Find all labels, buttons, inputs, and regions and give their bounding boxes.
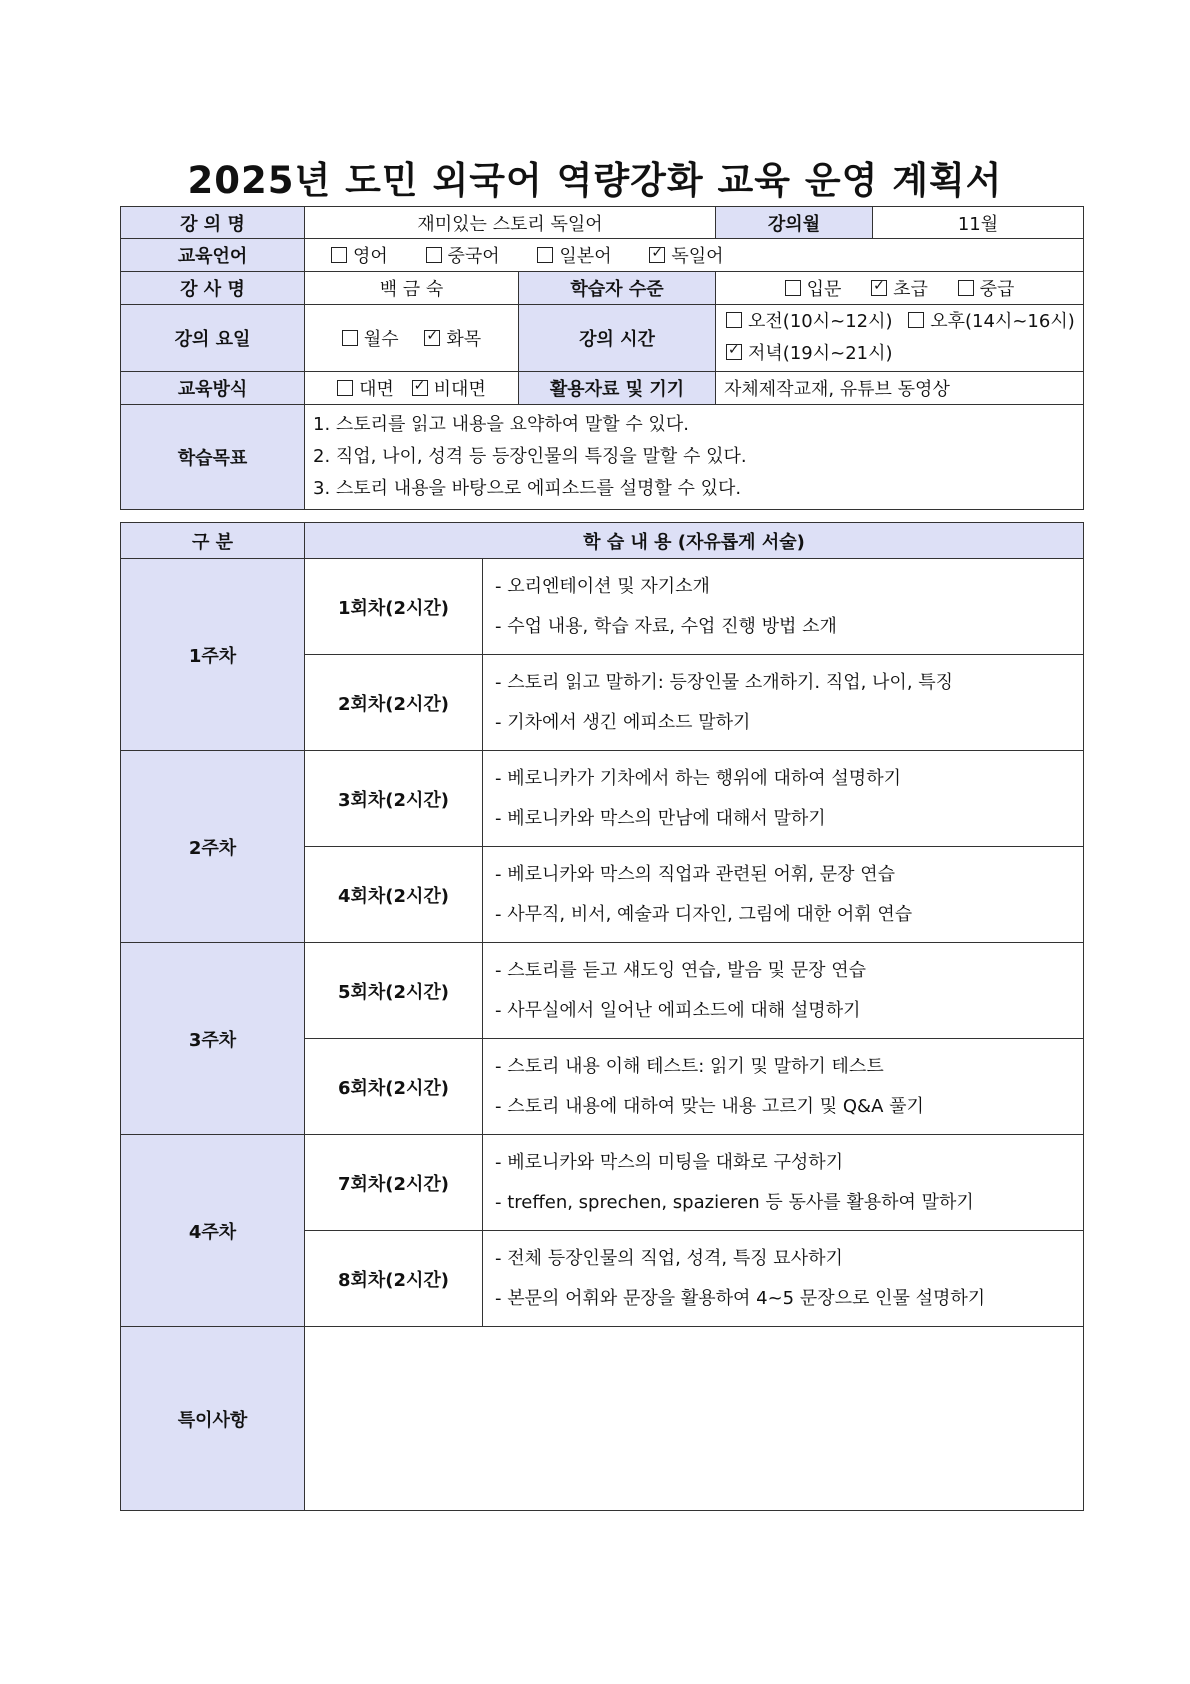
session-content xyxy=(483,1039,1084,1135)
table-row xyxy=(121,751,1084,847)
instructor: 백 금 숙 xyxy=(305,272,519,305)
method-option[interactable]: 대면 xyxy=(337,375,394,401)
checkbox-checked-icon xyxy=(726,344,742,360)
list-item: - 베로니카와 막스의 직업과 관련된 어휘, 문장 연습 xyxy=(495,863,896,885)
notes-label: 특이사항 xyxy=(121,1327,305,1511)
page-title: 2025년 도민 외국어 역량강화 교육 운영 계획서 xyxy=(187,159,1003,202)
session-content xyxy=(483,1135,1084,1231)
checkbox-icon xyxy=(331,247,347,263)
week-label: 3주차 xyxy=(121,943,305,1135)
checkbox-icon xyxy=(537,247,553,263)
language-option[interactable]: ✓ 독일어 xyxy=(649,242,723,268)
week-label: 1주차 xyxy=(121,559,305,751)
checkbox-checked-icon xyxy=(871,280,887,296)
session-content xyxy=(483,655,1084,751)
session-label: 8회차(2시간) xyxy=(305,1231,483,1327)
instructor-label: 강 사 명 xyxy=(121,272,305,305)
table-row xyxy=(121,1135,1084,1231)
list-item: - 스토리 내용에 대하여 맞는 내용 고르기 및 Q&A 풀기 xyxy=(495,1095,924,1117)
session-content xyxy=(483,751,1084,847)
list-item: - 수업 내용, 학습 자료, 수업 진행 방법 소개 xyxy=(495,615,837,637)
level-label: 학습자 수준 xyxy=(519,272,716,305)
checkbox-icon xyxy=(785,280,801,296)
time-option[interactable]: 오전(10시~12시) xyxy=(726,306,893,338)
materials: 자체제작교재, 유튜브 동영상 xyxy=(716,372,1084,405)
checkbox-icon xyxy=(726,312,742,328)
session-label: 4회차(2시간) xyxy=(305,847,483,943)
language-option[interactable]: 중국어 xyxy=(426,242,500,268)
days-options xyxy=(305,305,519,372)
time-options xyxy=(716,305,1084,372)
method-label: 교육방식 xyxy=(121,372,305,405)
session-label: 3회차(2시간) xyxy=(305,751,483,847)
list-item: - 기차에서 생긴 에피소드 말하기 xyxy=(495,711,751,733)
language-option[interactable]: 일본어 xyxy=(537,242,611,268)
list-item: - 베로니카가 기차에서 하는 행위에 대하여 설명하기 xyxy=(495,767,901,789)
goal-item: 3. 스토리 내용을 바탕으로 에피소드를 설명할 수 있다. xyxy=(313,478,742,499)
method-options xyxy=(305,372,519,405)
level-options xyxy=(716,272,1084,305)
course-name: 재미있는 스토리 독일어 xyxy=(305,207,716,239)
course-name-label: 강 의 명 xyxy=(121,207,305,239)
list-item: - 스토리 읽고 말하기: 등장인물 소개하기. 직업, 나이, 특징 xyxy=(495,671,954,693)
time-option[interactable]: ✓저녁(19시~21시) xyxy=(726,338,893,370)
goals xyxy=(305,405,1084,510)
language-label: 교육언어 xyxy=(121,239,305,272)
list-item: - 사무실에서 일어난 에피소드에 대해 설명하기 xyxy=(495,999,861,1021)
checkbox-icon xyxy=(426,247,442,263)
list-item: - 전체 등장인물의 직업, 성격, 특징 묘사하기 xyxy=(495,1247,843,1269)
checkbox-checked-icon xyxy=(412,380,428,396)
checkbox-checked-icon xyxy=(649,247,665,263)
session-label: 6회차(2시간) xyxy=(305,1039,483,1135)
list-item: - 사무직, 비서, 예술과 디자인, 그림에 대한 어휘 연습 xyxy=(495,903,913,925)
checkbox-icon xyxy=(908,312,924,328)
time-label: 강의 시간 xyxy=(519,305,716,372)
list-item: - 베로니카와 막스의 미팅을 대화로 구성하기 xyxy=(495,1151,844,1173)
table-row xyxy=(121,1327,1084,1511)
schedule-table xyxy=(120,522,1084,1511)
session-label: 7회차(2시간) xyxy=(305,1135,483,1231)
list-item: - 본문의 어휘와 문장을 활용하여 4~5 문장으로 인물 설명하기 xyxy=(495,1287,986,1309)
checkbox-icon xyxy=(958,280,974,296)
method-option[interactable]: ✓ 비대면 xyxy=(412,375,486,401)
level-option[interactable]: 입문 xyxy=(785,275,842,301)
notes-content xyxy=(305,1327,1084,1511)
list-item: - treffen, sprechen, spazieren 등 동사를 활용하여 말하기 xyxy=(495,1191,974,1213)
week-label: 4주차 xyxy=(121,1135,305,1327)
list-item: - 스토리 내용 이해 테스트: 읽기 및 말하기 테스트 xyxy=(495,1055,884,1077)
list-item: - 스토리를 듣고 섀도잉 연습, 발음 및 문장 연습 xyxy=(495,959,866,981)
session-content xyxy=(483,559,1084,655)
language-options xyxy=(305,239,1084,272)
checkbox-icon xyxy=(337,380,353,396)
language-option[interactable]: 영어 xyxy=(331,242,388,268)
month-label: 강의월 xyxy=(716,207,873,239)
checkbox-icon xyxy=(342,330,358,346)
session-label: 2회차(2시간) xyxy=(305,655,483,751)
session-content xyxy=(483,847,1084,943)
level-option[interactable]: 중급 xyxy=(958,275,1015,301)
days-label: 강의 요일 xyxy=(121,305,305,372)
course-info-table xyxy=(120,206,1084,510)
day-option[interactable]: 월수 xyxy=(342,325,399,351)
day-option[interactable]: ✓ 화목 xyxy=(424,325,481,351)
table-row xyxy=(121,943,1084,1039)
list-item: - 오리엔테이션 및 자기소개 xyxy=(495,575,710,597)
session-label: 5회차(2시간) xyxy=(305,943,483,1039)
content-header: 학 습 내 용 (자유롭게 서술) xyxy=(305,523,1084,559)
time-option[interactable]: 오후(14시~16시) xyxy=(908,306,1075,338)
list-item: - 베로니카와 막스의 만남에 대해서 말하기 xyxy=(495,807,826,829)
goal-item: 2. 직업, 나이, 성격 등 등장인물의 특징을 말할 수 있다. xyxy=(313,446,747,467)
week-label: 2주차 xyxy=(121,751,305,943)
session-label: 1회차(2시간) xyxy=(305,559,483,655)
session-content xyxy=(483,1231,1084,1327)
checkbox-checked-icon xyxy=(424,330,440,346)
month: 11월 xyxy=(873,207,1084,239)
goals-label: 학습목표 xyxy=(121,405,305,510)
session-content xyxy=(483,943,1084,1039)
level-option[interactable]: ✓ 초급 xyxy=(871,275,928,301)
table-row xyxy=(121,559,1084,655)
materials-label: 활용자료 및 기기 xyxy=(519,372,716,405)
goal-item: 1. 스토리를 읽고 내용을 요약하여 말할 수 있다. xyxy=(313,414,689,435)
division-header: 구 분 xyxy=(121,523,305,559)
